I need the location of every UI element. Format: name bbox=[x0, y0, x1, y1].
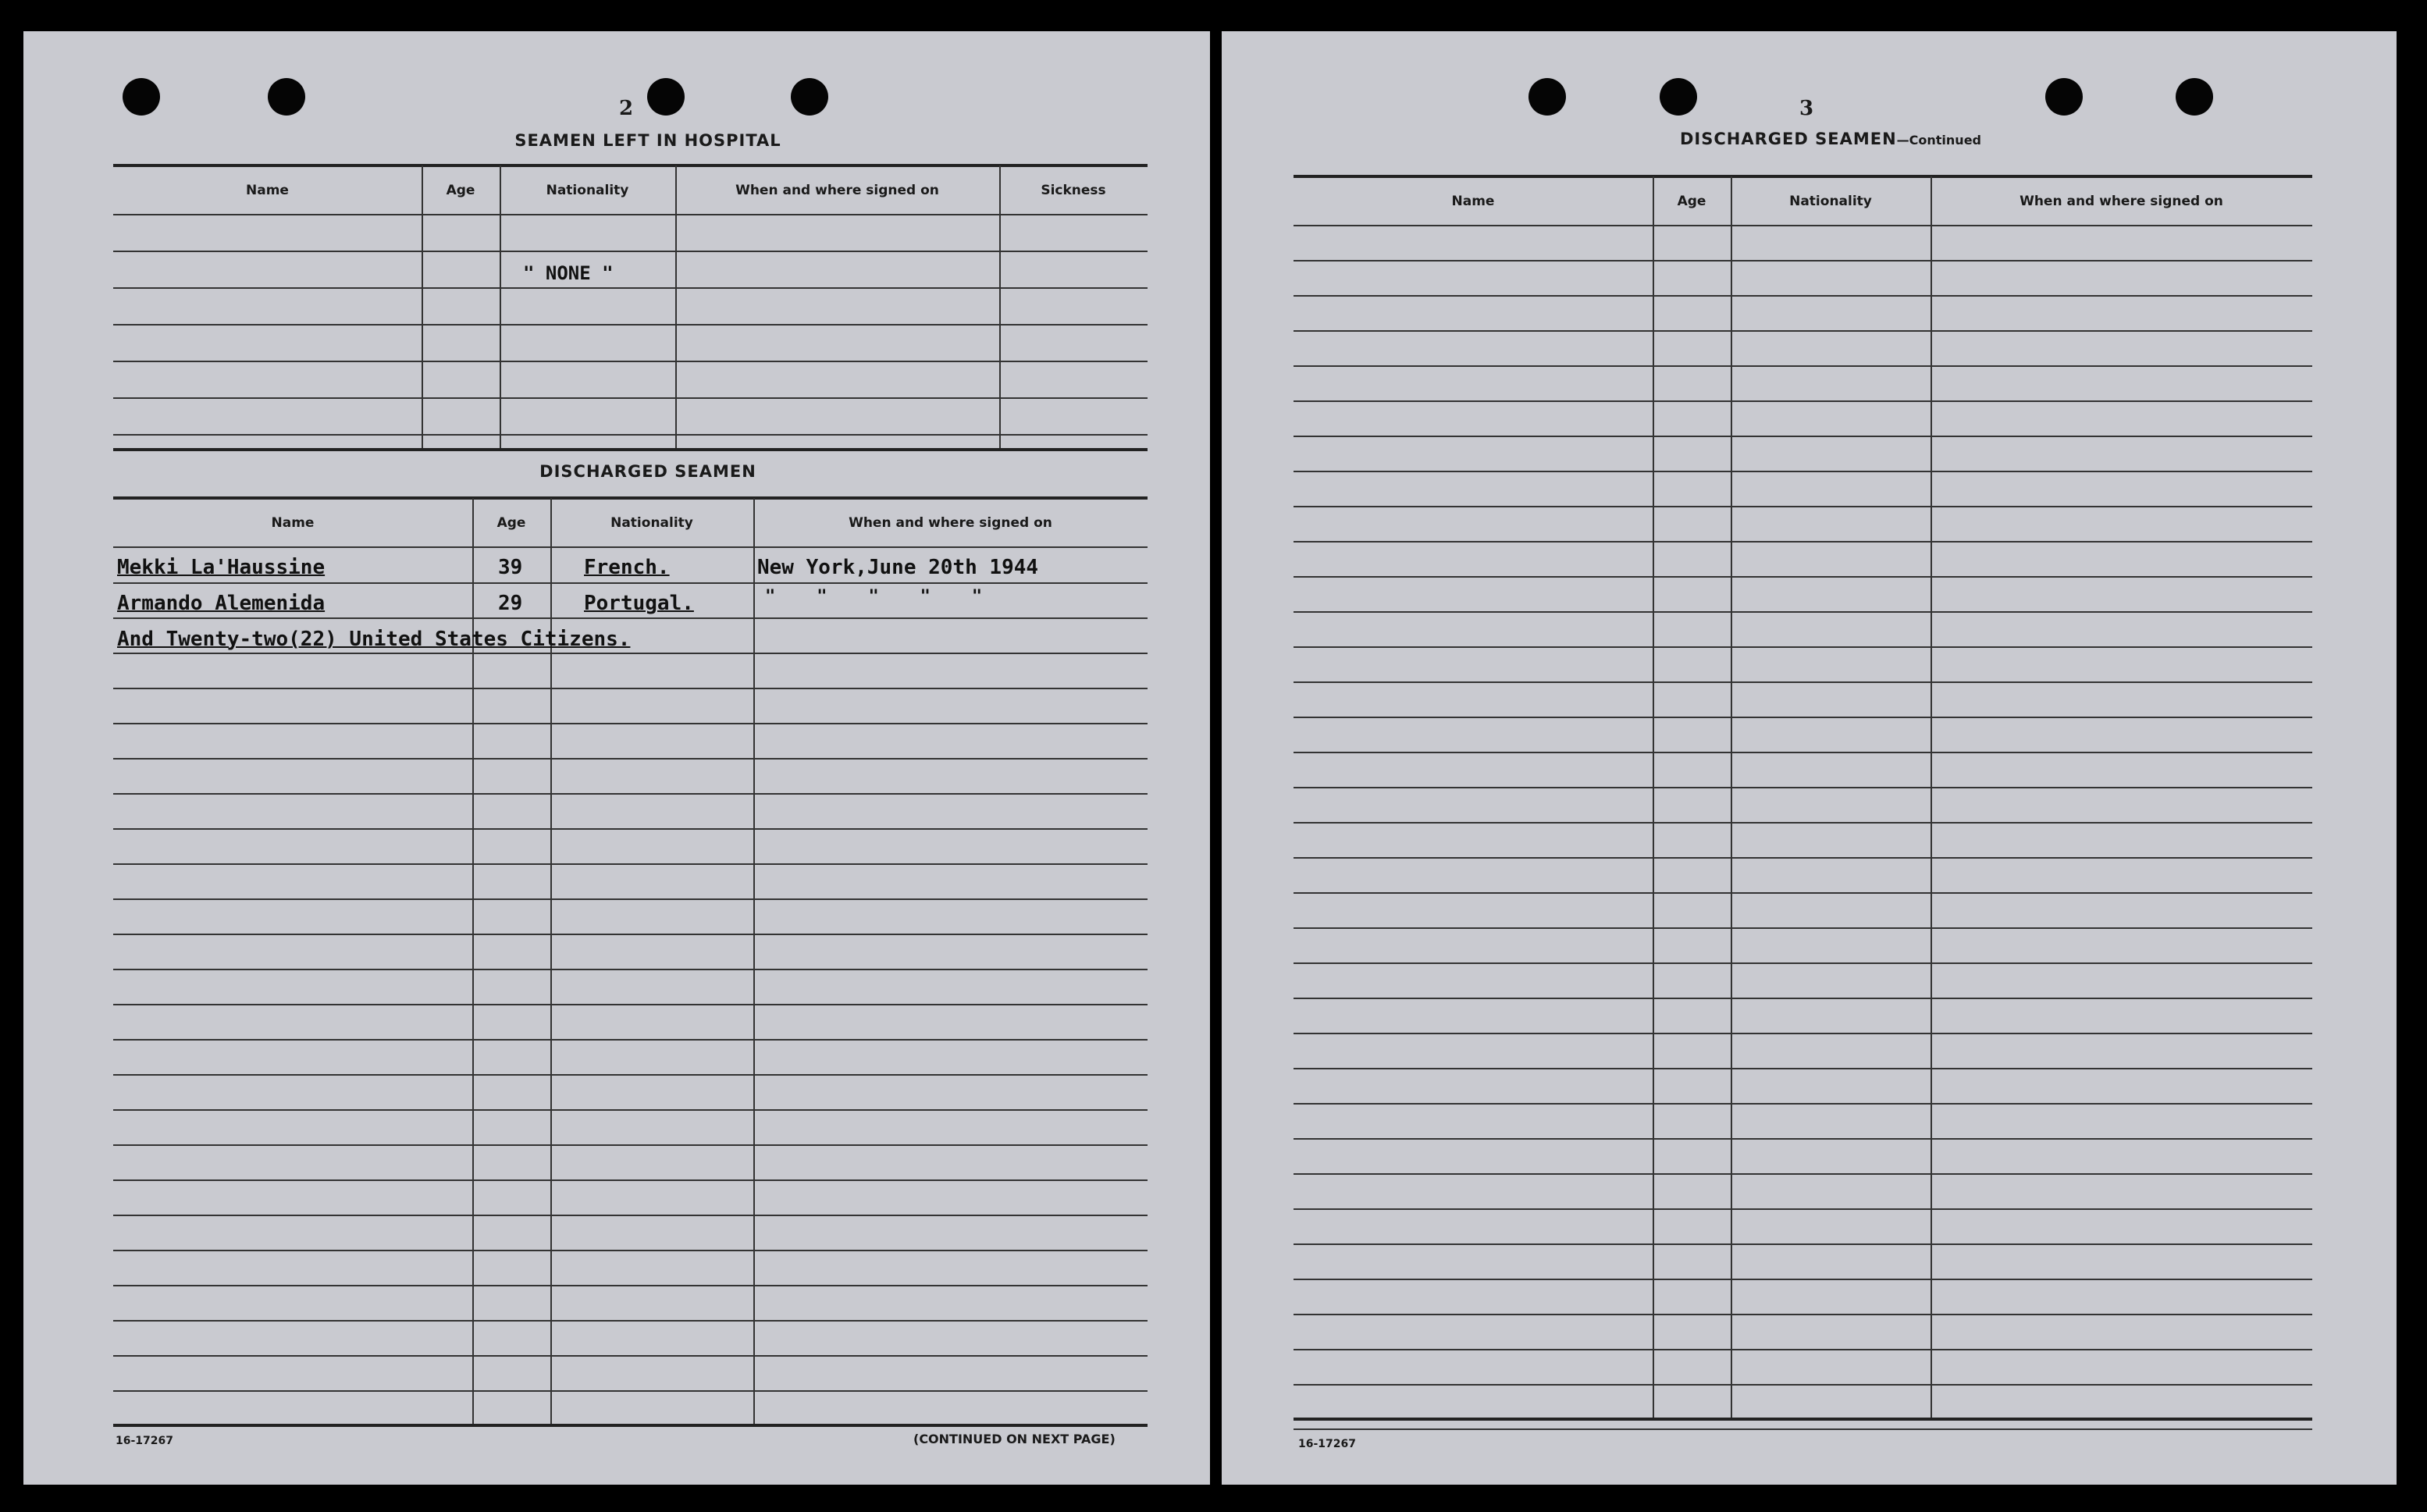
column-header: Age bbox=[496, 515, 526, 531]
seaman-nationality: Portugal. bbox=[584, 592, 694, 615]
binder-hole bbox=[791, 78, 828, 116]
binder-hole bbox=[647, 78, 685, 116]
title-continued: —Continued bbox=[1896, 133, 1981, 148]
right-page bbox=[1222, 31, 2397, 1485]
form-number: 16-17267 bbox=[116, 1435, 173, 1447]
title-text: DISCHARGED SEAMEN bbox=[1680, 130, 1897, 148]
column-header: Age bbox=[1677, 194, 1706, 209]
seaman-name: Armando Alemenida bbox=[117, 592, 326, 615]
column-header: Nationality bbox=[1789, 194, 1872, 209]
binder-hole bbox=[1660, 78, 1697, 116]
column-header: When and where signed on bbox=[2020, 194, 2223, 209]
seaman-age: 39 bbox=[498, 556, 523, 579]
seaman-nationality: French. bbox=[584, 556, 670, 579]
seaman-age: 29 bbox=[498, 592, 523, 615]
column-header: Nationality bbox=[546, 183, 629, 198]
left-page bbox=[23, 31, 1210, 1485]
hospital-entry: " NONE " bbox=[523, 262, 614, 284]
discharged-continued-title bbox=[1581, 130, 2080, 148]
column-header: Name bbox=[246, 183, 289, 198]
binder-hole bbox=[123, 78, 160, 116]
page-number: 2 bbox=[619, 97, 635, 120]
column-header: Nationality bbox=[610, 515, 693, 531]
discharged-section-title: DISCHARGED SEAMEN bbox=[539, 462, 756, 481]
binder-hole bbox=[2176, 78, 2213, 116]
column-header: When and where signed on bbox=[735, 183, 939, 198]
binder-hole bbox=[268, 78, 305, 116]
column-header: Age bbox=[446, 183, 475, 198]
page-number: 3 bbox=[1799, 97, 1815, 120]
discharged-summary: And Twenty-two(22) United States Citizens. bbox=[117, 628, 631, 651]
seaman-name: Mekki La'Haussine bbox=[117, 556, 326, 579]
column-header: Name bbox=[271, 515, 315, 531]
continued-note: (CONTINUED ON NEXT PAGE) bbox=[913, 1432, 1116, 1446]
hospital-section-title: SEAMEN LEFT IN HOSPITAL bbox=[514, 131, 781, 150]
column-header: Name bbox=[1451, 194, 1495, 209]
binder-hole bbox=[1528, 78, 1566, 116]
column-header: When and where signed on bbox=[849, 515, 1052, 531]
column-header: Sickness bbox=[1041, 183, 1106, 198]
form-number: 16-17267 bbox=[1298, 1438, 1356, 1450]
binder-hole bbox=[2045, 78, 2083, 116]
seaman-signed-on-ditto: " " " " " bbox=[765, 587, 983, 607]
seaman-signed-on: New York,June 20th 1944 bbox=[757, 556, 1039, 579]
